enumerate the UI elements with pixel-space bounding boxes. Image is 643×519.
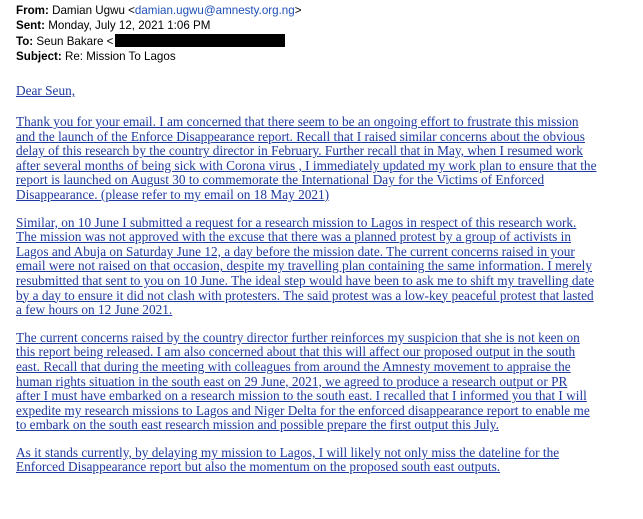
subject-row	[16, 49, 636, 64]
paragraph-line: to embark on the south east research mission and possible prepare the first output this July.	[16, 417, 499, 433]
paragraph-line: Disappearance. (please refer to my email on 18 May 2021)	[16, 186, 330, 202]
from-label: From:	[16, 4, 49, 17]
to-label: To:	[16, 34, 34, 48]
sent-row	[16, 18, 636, 33]
from-close: >	[294, 4, 302, 17]
email-body	[16, 83, 638, 488]
paragraph-line: resubmitted that sent to you on 10 June. The ideal step would have been to ask me to shift my travelling date	[16, 272, 595, 288]
paragraph-line: report is launched on August 30 to commemorate the International Day for the Victims of Enforced	[16, 172, 545, 188]
paragraph-line: The current concerns raised by the country director further reinforces my suspicion that she is not keen on	[16, 329, 580, 345]
redaction-bar	[115, 34, 285, 47]
email-header	[16, 3, 636, 65]
to-row	[16, 34, 636, 49]
subject-value: Re: Mission To Lagos	[64, 50, 176, 64]
paragraph-line: Thank you for your email. I am concerned that there seem to be an ongoing effort to frustrate this mission	[16, 114, 579, 129]
paragraph-line: delay of this research by the country director in February. Further recall that in May, when I resumed work	[16, 143, 583, 159]
body-paragraph	[16, 115, 638, 203]
paragraph-line: this report being released. I am also concerned about that this will affect our proposed output in the south	[16, 344, 576, 360]
salutation: Dear Seun,	[16, 83, 76, 98]
paragraph-line: Lagos and Abuja on Saturday June 12, a day before the mission date. The current concerns raised in your	[16, 243, 575, 259]
from-email-link[interactable]: damian.ugwu@amnesty.org.ng	[134, 4, 295, 17]
paragraph-line: As it stands currently, by delaying my mission to Lagos, I will likely not only miss the dateline for the	[16, 444, 560, 460]
sent-value: Monday, July 12, 2021 1:06 PM	[48, 19, 211, 33]
subject-label: Subject:	[16, 50, 62, 64]
paragraph-line: by a day to ensure it did not clash with protesters. The said protest was a low-key peaceful protest that lasted	[16, 287, 594, 303]
paragraph-line: Similar, on 10 June I submitted a request for a research mission to Lagos in respect of this research work.	[16, 214, 577, 230]
paragraph-line: expedite my research missions to Lagos and Niger Delta for the enforced disappearance report to enable me	[16, 402, 590, 418]
body-paragraph	[16, 216, 638, 318]
paragraph-line: after several months of being sick with Corona virus , I immediately updated my work plan to ensure that the	[16, 157, 597, 173]
body-paragraph	[16, 331, 638, 433]
sent-label: Sent:	[16, 19, 45, 33]
paragraph-line: human rights situation in the south east on 29 June, 2021, we agreed to produce a research output or PR	[16, 373, 568, 389]
paragraph-line: after I must have embarked on a research mission to the south east. I recalled that I informed you that I will	[16, 388, 587, 404]
paragraph-line: and the launch of the Enforce Disappearance report. Recall that I raised similar concerns about the obvious	[16, 128, 585, 144]
from-row	[16, 3, 636, 18]
from-name: Damian Ugwu <	[52, 4, 135, 17]
paragraph-line: Enforced Disappearance report but also the momentum on the proposed south east outputs.	[16, 459, 501, 475]
paragraph-line: east. Recall that during the meeting with colleagues from around the Amnesty movement to appraise the	[16, 358, 571, 374]
paragraph-line: email were not raised on that occasion, despite my travelling plan containing the same information. I merely	[16, 258, 593, 274]
to-value: Seun Bakare <	[36, 34, 114, 48]
paragraph-line: a few hours on 12 June 2021.	[16, 302, 173, 318]
paragraph-line: The mission was not approved with the excuse that there was a planned protest by a group of activists in	[16, 229, 572, 245]
body-paragraph	[16, 446, 638, 475]
